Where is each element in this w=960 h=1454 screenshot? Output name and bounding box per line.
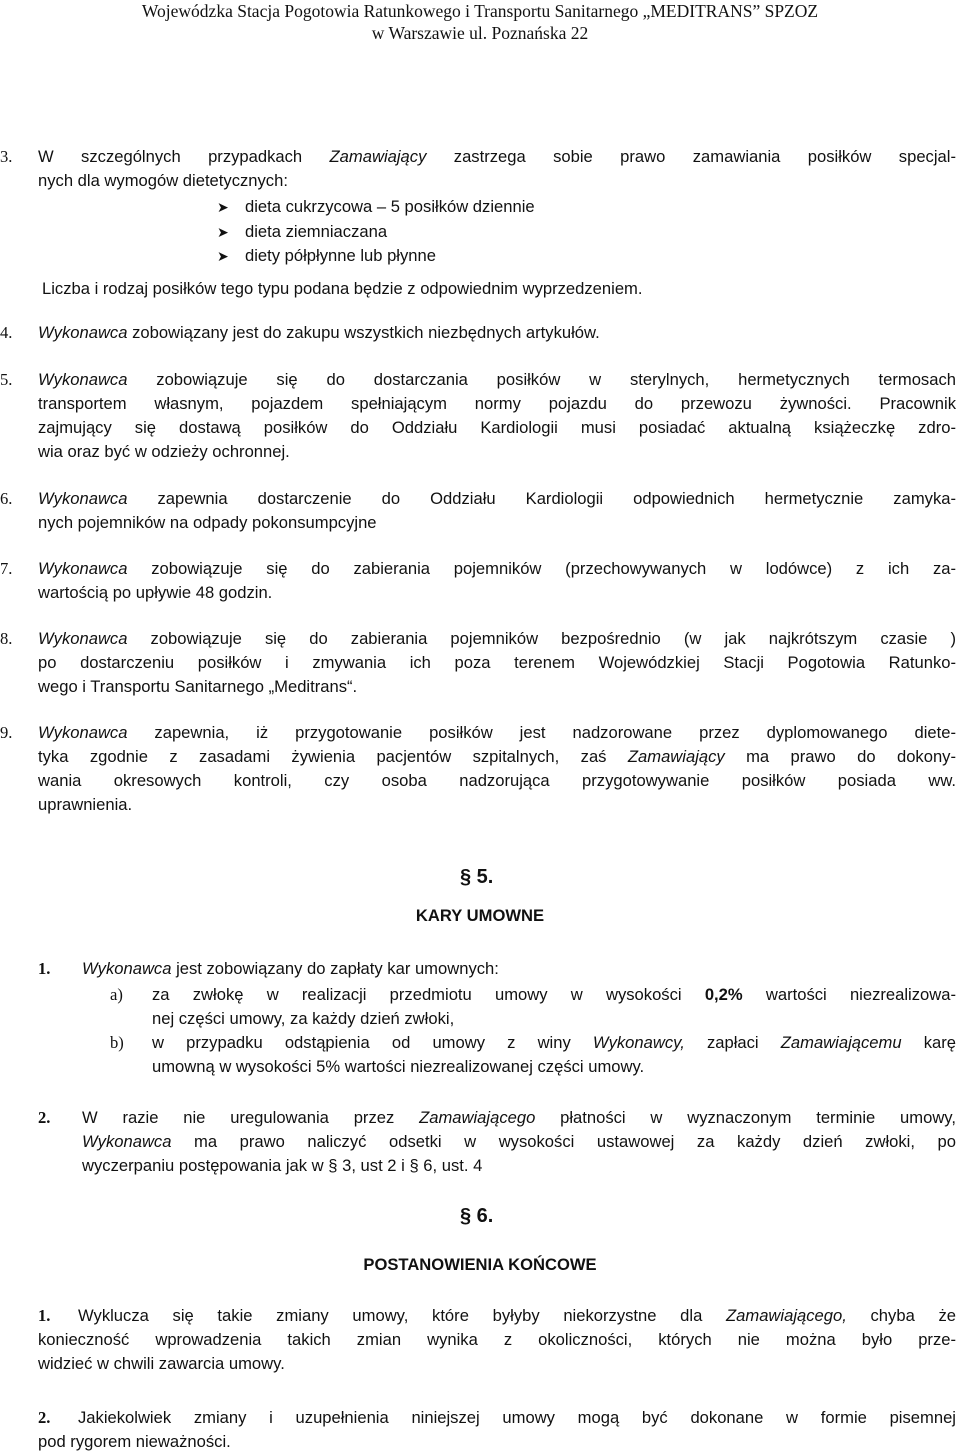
- section-5-item-2-text: [82, 1106, 956, 1178]
- item-7-line-1: [38, 557, 956, 581]
- section-6-item-1-text: [78, 1304, 956, 1328]
- item-9-line-4: uprawnienia.: [38, 795, 133, 814]
- item-9-line-3: wania okresowych kontroli, czy osoba nadzorująca przygotowywanie posiłków posiada ww.: [38, 771, 956, 790]
- header-address: w Warszawie ul. Poznańska 22: [371, 23, 589, 43]
- section-5-item-1-text: [82, 957, 956, 981]
- section-5-item-1-party-name: Wykonawca: [82, 959, 172, 978]
- item-5-number: 5.: [0, 370, 13, 389]
- item-6-line-2: nych pojemników na odpady pokonsumpcyjne: [38, 513, 377, 532]
- penalty-item-b-label: b): [110, 1033, 124, 1052]
- item-8-text: [38, 627, 956, 699]
- list-item-text: diety półpłynne lub płynne: [245, 246, 436, 265]
- section-5-item-2-line-1: [82, 1106, 956, 1130]
- list-item-text: dieta ziemniaczana: [245, 221, 388, 241]
- item-8-line-3: wego i Transportu Sanitarnego „Meditrans“.: [38, 677, 358, 696]
- item-4-party-name: Wykonawca: [38, 323, 128, 342]
- section-6-item-1-number: 1.: [38, 1306, 51, 1325]
- penalty-item-b-text: [152, 1031, 956, 1079]
- section-6-item-1-line-1: [78, 1304, 956, 1328]
- item-9-line-2-end: ma prawo do dokony-: [724, 747, 956, 766]
- item-3-text: [38, 145, 956, 193]
- arrowhead-bullet-icon: ➤: [217, 199, 229, 215]
- section-6-item-1-line-1-start: Wyklucza się takie zmiany umowy, które byłyby niekorzystne dla: [78, 1306, 726, 1325]
- section-5-item-1-number: 1.: [38, 959, 51, 978]
- item-5-line-2: transportem własnym, pojazdem spełniającym normy pojazdu do przewozu żywności. Pracownik: [38, 394, 956, 413]
- item-9-text: [38, 721, 956, 817]
- section-5-item-2-line-2-body: ma prawo naliczyć odsetki w wysokości ustawowej za każdy dzień zwłoki, po: [171, 1132, 956, 1151]
- penalty-item-a-line-1-end: wartości niezrealizowa-: [742, 985, 957, 1004]
- section-6-item-1-line-2: konieczność wprowadzenia takich zmian wynika z okoliczności, których nie można było prze-: [38, 1330, 956, 1349]
- section-5-item-2-number: 2.: [38, 1108, 51, 1127]
- penalty-rate: 0,2%: [704, 985, 743, 1004]
- penalty-item-b-line-2: umowną w wysokości 5% wartości niezrealizowanej części umowy.: [152, 1057, 645, 1076]
- list-item-text: dieta cukrzycowa – 5 posiłków dziennie: [245, 197, 535, 216]
- item-9-party-name-2: Zamawiający: [627, 747, 725, 766]
- section-5-number: § 5.: [460, 866, 494, 888]
- item-8-line-1: [38, 627, 956, 651]
- item-5-line-1: [38, 368, 956, 392]
- item-3-line-1-start: W szczególnych przypadkach: [38, 147, 330, 166]
- arrowhead-bullet-icon: ➤: [217, 248, 229, 264]
- item-7-text: [38, 557, 956, 605]
- penalty-item-b-line-1-end: karę: [901, 1033, 956, 1052]
- item-9-number: 9.: [0, 723, 13, 742]
- item-9-line-1-body: zapewnia, iż przygotowanie posiłków jest nadzorowane przez dyplomowanego diete-: [127, 723, 956, 742]
- item-3-closing: Liczba i rodzaj posiłków tego typu podana będzie z odpowiednim wyprzedzeniem.: [42, 279, 643, 298]
- item-3-line-1-end: zastrzega sobie prawo zamawiania posiłków specjal-: [426, 147, 956, 166]
- item-5-text: [38, 368, 956, 464]
- document-header: [0, 0, 960, 44]
- item-8-party-name: Wykonawca: [38, 629, 128, 648]
- list-item: [217, 195, 535, 220]
- section-5-item-2-line-3: wyczerpaniu postępowania jak w § 3, ust 2 i § 6, ust. 4: [82, 1156, 483, 1175]
- diet-list: [217, 195, 535, 269]
- penalty-item-b-party-name-2: Zamawiającemu: [780, 1033, 902, 1052]
- penalty-item-a-line-1: [152, 983, 956, 1007]
- item-4-text: [38, 321, 956, 345]
- penalty-item-a-label: a): [110, 985, 123, 1004]
- item-9-line-2-start: tyka zgodnie z zasadami żywienia pacjentów szpitalnych, zaś: [38, 747, 628, 766]
- item-5-line-1-body: zobowiązuje się do dostarczania posiłków w sterylnych, hermetycznych termosach: [127, 370, 956, 389]
- section-6-item-1-party-name: Zamawiającego,: [726, 1306, 847, 1325]
- penalty-item-b-party-name: Wykonawcy,: [592, 1033, 685, 1052]
- section-6-item-2-line-2: pod rygorem nieważności.: [38, 1432, 231, 1451]
- item-6-line-1: [38, 487, 956, 511]
- item-3-line-1: [38, 145, 956, 169]
- item-5-line-3: zajmujący się dostawą posiłków do Oddziału Kardiologii musi posiadać aktualną książeczkę zdro-: [38, 418, 956, 437]
- item-3-line-2: nych dla wymogów dietetycznych:: [38, 171, 288, 190]
- item-4-body: zobowiązany jest do zakupu wszystkich niezbędnych artykułów.: [127, 323, 600, 342]
- item-9-party-name: Wykonawca: [38, 723, 128, 742]
- penalty-item-b-line-1-mid: zapłaci: [684, 1033, 781, 1052]
- item-6-party-name: Wykonawca: [38, 489, 128, 508]
- item-8-number: 8.: [0, 629, 13, 648]
- section-5-item-2-line-1-end: płatności w wyznaczonym terminie umowy,: [535, 1108, 956, 1127]
- section-6-item-1-line-3: widzieć w chwili zawarcia umowy.: [38, 1354, 285, 1373]
- item-7-line-2: wartością po upływie 48 godzin.: [38, 583, 273, 602]
- list-item: [217, 244, 535, 269]
- item-8-line-1-body: zobowiązuje się do zabierania pojemników bezpośrednio (w jak najkrótszym czasie ): [127, 629, 956, 648]
- section-6-item-2-number: 2.: [38, 1408, 51, 1427]
- item-5-party-name: Wykonawca: [38, 370, 128, 389]
- penalty-item-b-line-1-start: w przypadku odstąpienia od umowy z winy: [152, 1033, 593, 1052]
- penalty-item-a-line-2: nej części umowy, za każdy dzień zwłoki,: [152, 1009, 455, 1028]
- item-7-party-name: Wykonawca: [38, 559, 128, 578]
- section-5-item-2-line-1-start: W razie nie uregulowania przez: [82, 1108, 420, 1127]
- item-6-line-1-body: zapewnia dostarczenie do Oddziału Kardiologii odpowiednich hermetycznie zamyka-: [127, 489, 956, 508]
- item-7-line-1-body: zobowiązuje się do zabierania pojemników (przechowywanych w lodówce) z ich za-: [127, 559, 956, 578]
- header-institution-name: Wojewódzka Stacja Pogotowia Ratunkowego i Transportu Sanitarnego „MEDITRANS” SPZOZ: [141, 1, 819, 21]
- section-6-item-2-line-1: Jakiekolwiek zmiany i uzupełnienia niniejszej umowy mogą być dokonane w formie pisemnej: [78, 1408, 956, 1427]
- item-9-line-2: [38, 745, 956, 769]
- section-6-number: § 6.: [460, 1205, 494, 1227]
- item-8-line-2: po dostarczeniu posiłków i zmywania ich poza terenem Wojewódzkiej Stacji Pogotowia Ratunko-: [38, 653, 956, 672]
- arrowhead-bullet-icon: ➤: [217, 223, 229, 240]
- item-3-party-name: Zamawiający: [329, 147, 427, 166]
- section-5-item-2-party-name: Zamawiającego: [419, 1108, 536, 1127]
- section-6-item-1-continuation: [38, 1328, 956, 1376]
- section-6-title: POSTANOWIENIA KOŃCOWE: [363, 1255, 597, 1274]
- item-6-number: 6.: [0, 489, 13, 508]
- item-4-number: 4.: [0, 323, 13, 342]
- penalty-item-a-line-1-start: za zwłokę w realizacji przedmiotu umowy w wysokości: [152, 985, 705, 1004]
- penalty-item-b-line-1: [152, 1031, 956, 1055]
- item-9-line-1: [38, 721, 956, 745]
- section-6-item-1-line-1-end: chyba że: [846, 1306, 957, 1325]
- section-6-item-2-text: [78, 1406, 956, 1430]
- item-6-text: [38, 487, 956, 535]
- penalty-item-a-text: [152, 983, 956, 1031]
- section-5-title: KARY UMOWNE: [415, 906, 545, 925]
- section-5-item-1-body: jest zobowiązany do zapłaty kar umownych:: [171, 959, 499, 978]
- section-5-item-2-party-name-2: Wykonawca: [82, 1132, 172, 1151]
- section-5-item-2-line-2: [82, 1130, 956, 1154]
- item-3-number: 3.: [0, 147, 13, 166]
- item-7-number: 7.: [0, 559, 13, 578]
- item-5-line-4: wia oraz być w odzieży ochronnej.: [38, 442, 290, 461]
- list-item: [217, 220, 535, 245]
